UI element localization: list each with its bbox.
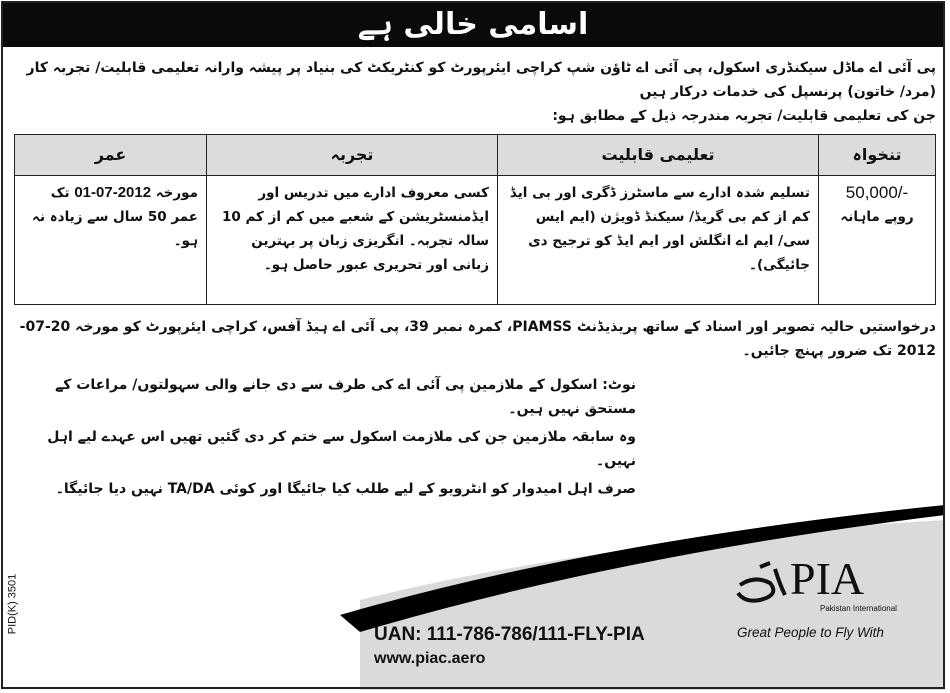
pia-logo-subtitle: Pakistan International (820, 604, 897, 613)
vacancy-banner: اسامی خالی ہے (3, 3, 943, 47)
header-qualification: تعلیمی قابلیت (498, 135, 819, 176)
experience-cell: کسی معروف ادارے میں تدریس اور ایڈمنسٹریشن کے شعبے میں کم از کم 10 سالہ تجربہ۔ انگریزی زبان پر بہترین زبانی اور تحریری عبور حاصل ہو۔ (207, 176, 498, 305)
qualification-cell: تسلیم شدہ ادارے سے ماسٹرز ڈگری اور بی ایڈ کم از کم بی گریڈ/ سیکنڈ ڈویژن (ایم ایس سی/ ایم اے انگلش اور ایم ایڈ کو ترجیح دی جائیگی)۔ (498, 176, 819, 305)
pid-number: PID(K) 3501 (6, 573, 19, 635)
age-text: تک عمر 50 سال سے زیادہ نہ ہو۔ (32, 185, 198, 249)
note-1: نوٹ: اسکول کے ملازمین پی آئی اے کی طرف سے دی جانے والی سہولتوں/ مراعات کے مستحق نہیں ہیں۔ (55, 377, 636, 417)
application-instructions: درخواستیں حالیہ تصویر اور اسناد کے ساتھ پریذیڈنٹ PIAMSS، کمرہ نمبر 39، پی آئی اے ہیڈ آفس، کراچی ایئرپورٹ کو مورخہ 20-07-2012 تک ضرور پہنچ جائیں۔ (19, 319, 936, 359)
salary-amount: 50,000/- (845, 183, 909, 202)
salary-unit: روپے ماہانہ (840, 209, 914, 225)
salary-cell (819, 176, 936, 305)
header-age: عمر (15, 135, 207, 176)
tagline: Great People to Fly With (737, 625, 884, 640)
age-cell (15, 176, 207, 305)
header-salary: تنخواہ (819, 135, 936, 176)
intro-line-2: جن کی تعلیمی قابلیت/ تجربہ مندرجہ ذیل کے مطابق ہو: (552, 108, 936, 124)
intro-line-1: پی آئی اے ماڈل سیکنڈری اسکول، پی آئی اے ٹاؤن شپ کراچی ایئرپورٹ کو کنٹریکٹ کی بنیاد پر پیشہ وارانہ تعلیمی قابلیت/ تجربہ کار (مرد/ خاتون) پرنسپل کی خدمات درکار ہیں (26, 60, 936, 100)
header-experience: تجربہ (207, 135, 498, 176)
website-link[interactable]: www.piac.aero (374, 650, 486, 667)
table-row (15, 176, 936, 305)
requirements-table (14, 134, 936, 305)
pia-logo-text: PIA (790, 553, 865, 604)
table-header-row (15, 135, 936, 176)
note-3: صرف اہل امیدوار کو انٹرویو کے لیے طلب کیا جائیگا اور کوئی TA/DA نہیں دیا جائیگا۔ (55, 481, 636, 497)
note-2: وہ سابقہ ملازمین جن کی ملازمت اسکول سے ختم کر دی گئیں تھیں اس عہدے لیے اہل نہیں۔ (47, 429, 636, 469)
ad-body (14, 56, 936, 501)
uan-number: UAN: 111-786-786/111-FLY-PIA (374, 624, 645, 645)
age-prefix: مورخہ (155, 185, 198, 201)
age-date: 01-07-2012 (74, 184, 152, 201)
